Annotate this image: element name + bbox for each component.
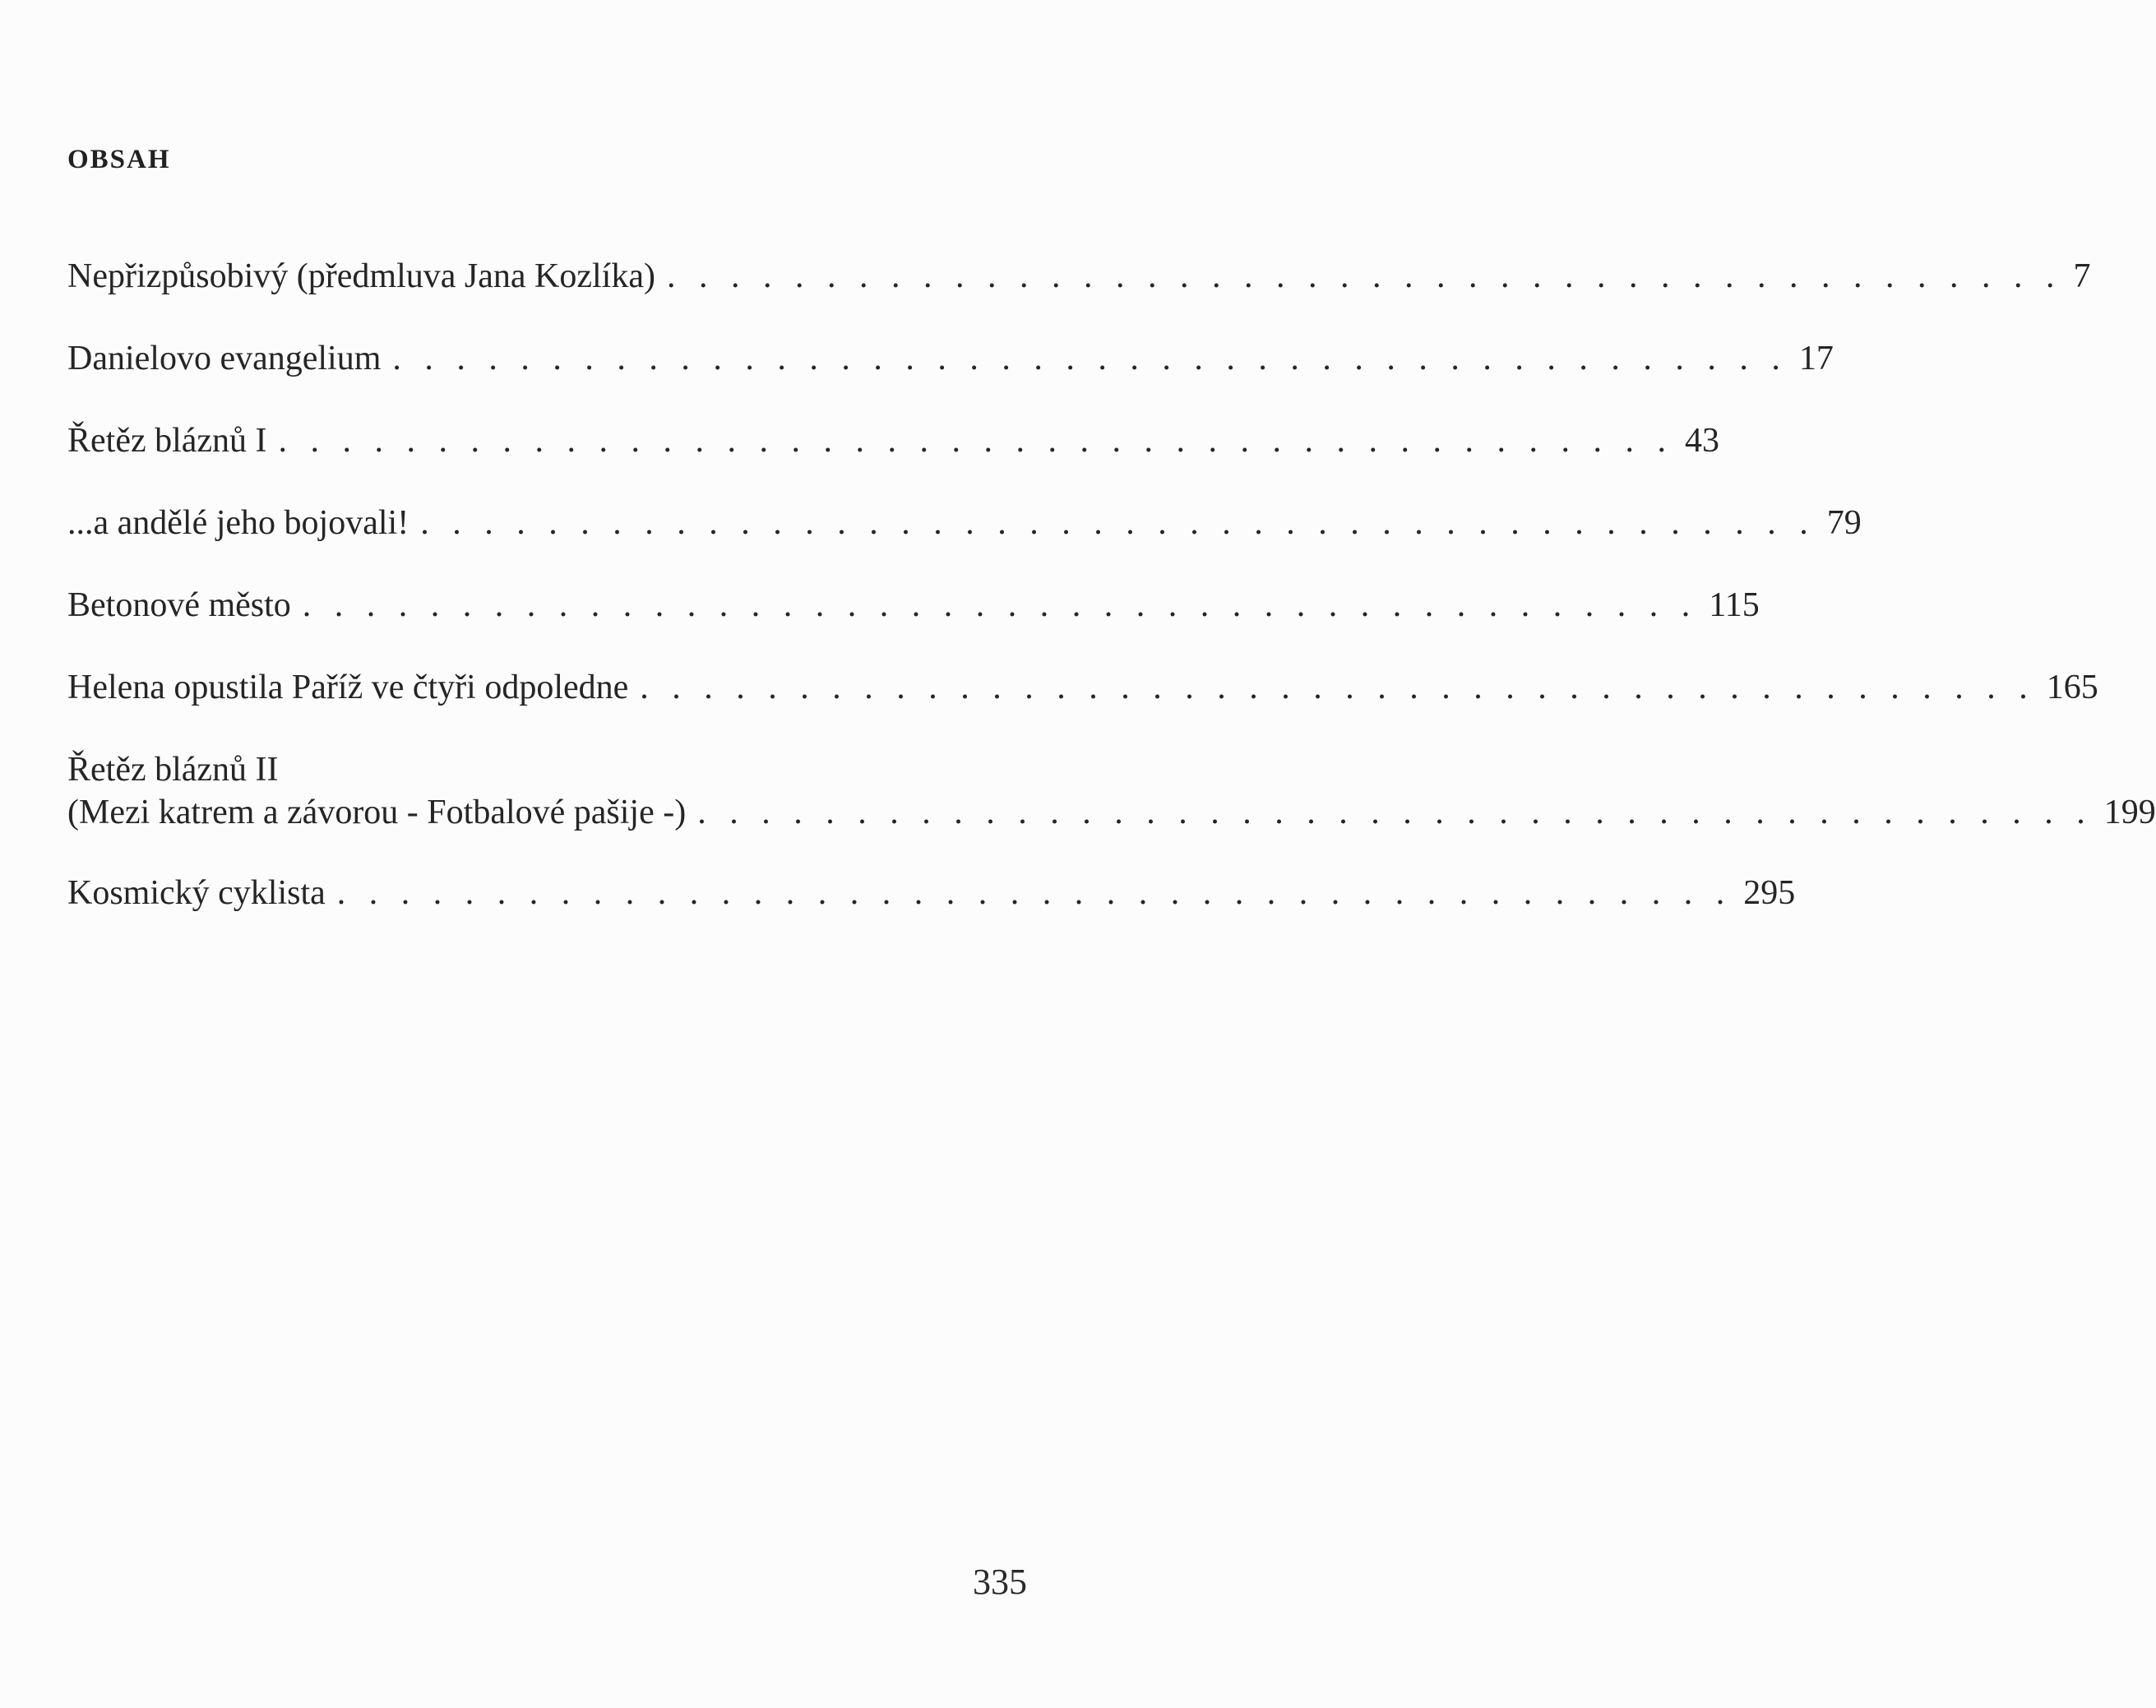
- toc-entry: [67, 666, 2098, 709]
- toc-entry: [67, 337, 1834, 380]
- toc-entry-title-line2: (Mezi katrem a závorou - Fotbalové pašije -): [67, 794, 687, 831]
- toc-entry: [67, 584, 1760, 627]
- toc-entry: [67, 872, 1796, 914]
- toc-entry-page: 165: [2046, 669, 2098, 706]
- toc-entry-title: Řetěz bláznů I: [67, 422, 267, 460]
- toc-entry: [67, 255, 2091, 298]
- toc-entry-page: 43: [1685, 422, 1720, 460]
- toc-heading: OBSAH: [67, 145, 171, 174]
- page-number: 335: [973, 1562, 1027, 1602]
- dot-leader: . . . . . . . . . . . . . . . . . . . . . . . . . . . . . . . . . . . . . . . . . . . .: [420, 504, 1816, 542]
- toc-entry-title: Betonové město: [67, 586, 291, 624]
- toc-entry-title: Kosmický cyklista: [67, 874, 326, 912]
- dot-leader: . . . . . . . . . . . . . . . . . . . . . . . . . . . . . . . . . . . . . . . . . . . .: [666, 257, 2062, 295]
- dot-leader: . . . . . . . . . . . . . . . . . . . . . . . . . . . . . . . . . . . . . . . . . . . .: [640, 669, 2035, 706]
- toc-entry-title: Helena opustila Paříž ve čtyři odpoledne: [67, 669, 629, 706]
- toc-entry-page: 115: [1709, 586, 1760, 624]
- toc-entry: [67, 502, 1862, 544]
- toc-entry-title: ...a andělé jeho bojovali!: [67, 504, 409, 542]
- toc-entry-page: 17: [1798, 340, 1834, 377]
- toc-entry-page: 199: [2103, 794, 2156, 831]
- toc-entry-title-line1: Řetěz bláznů II: [67, 751, 279, 789]
- dot-leader: . . . . . . . . . . . . . . . . . . . . . . . . . . . . . . . . . . . . . . . . . . . .: [336, 874, 1733, 912]
- dot-leader: . . . . . . . . . . . . . . . . . . . . . . . . . . . . . . . . . . . . . . . . . . . .: [278, 422, 1674, 460]
- dot-leader: . . . . . . . . . . . . . . . . . . . . . . . . . . . . . . . . . . . . . . . . . . . .: [392, 340, 1788, 377]
- toc-entry: [67, 419, 1720, 462]
- toc-entry-title: Danielovo evangelium: [67, 340, 382, 377]
- toc-entry-title: Nepřizpůsobivý (předmluva Jana Kozlíka): [67, 257, 655, 295]
- dot-leader: . . . . . . . . . . . . . . . . . . . . . . . . . . . . . . . . . . . . . . . . . . . .: [697, 794, 2093, 831]
- dot-leader: . . . . . . . . . . . . . . . . . . . . . . . . . . . . . . . . . . . . . . . . . . . .: [302, 586, 1698, 624]
- toc-entry-page: 295: [1743, 874, 1796, 912]
- toc-entry-page: 7: [2073, 257, 2091, 295]
- toc-entry: [67, 748, 2156, 834]
- toc-entry-page: 79: [1826, 504, 1862, 542]
- toc-entry-title-block: [67, 748, 686, 834]
